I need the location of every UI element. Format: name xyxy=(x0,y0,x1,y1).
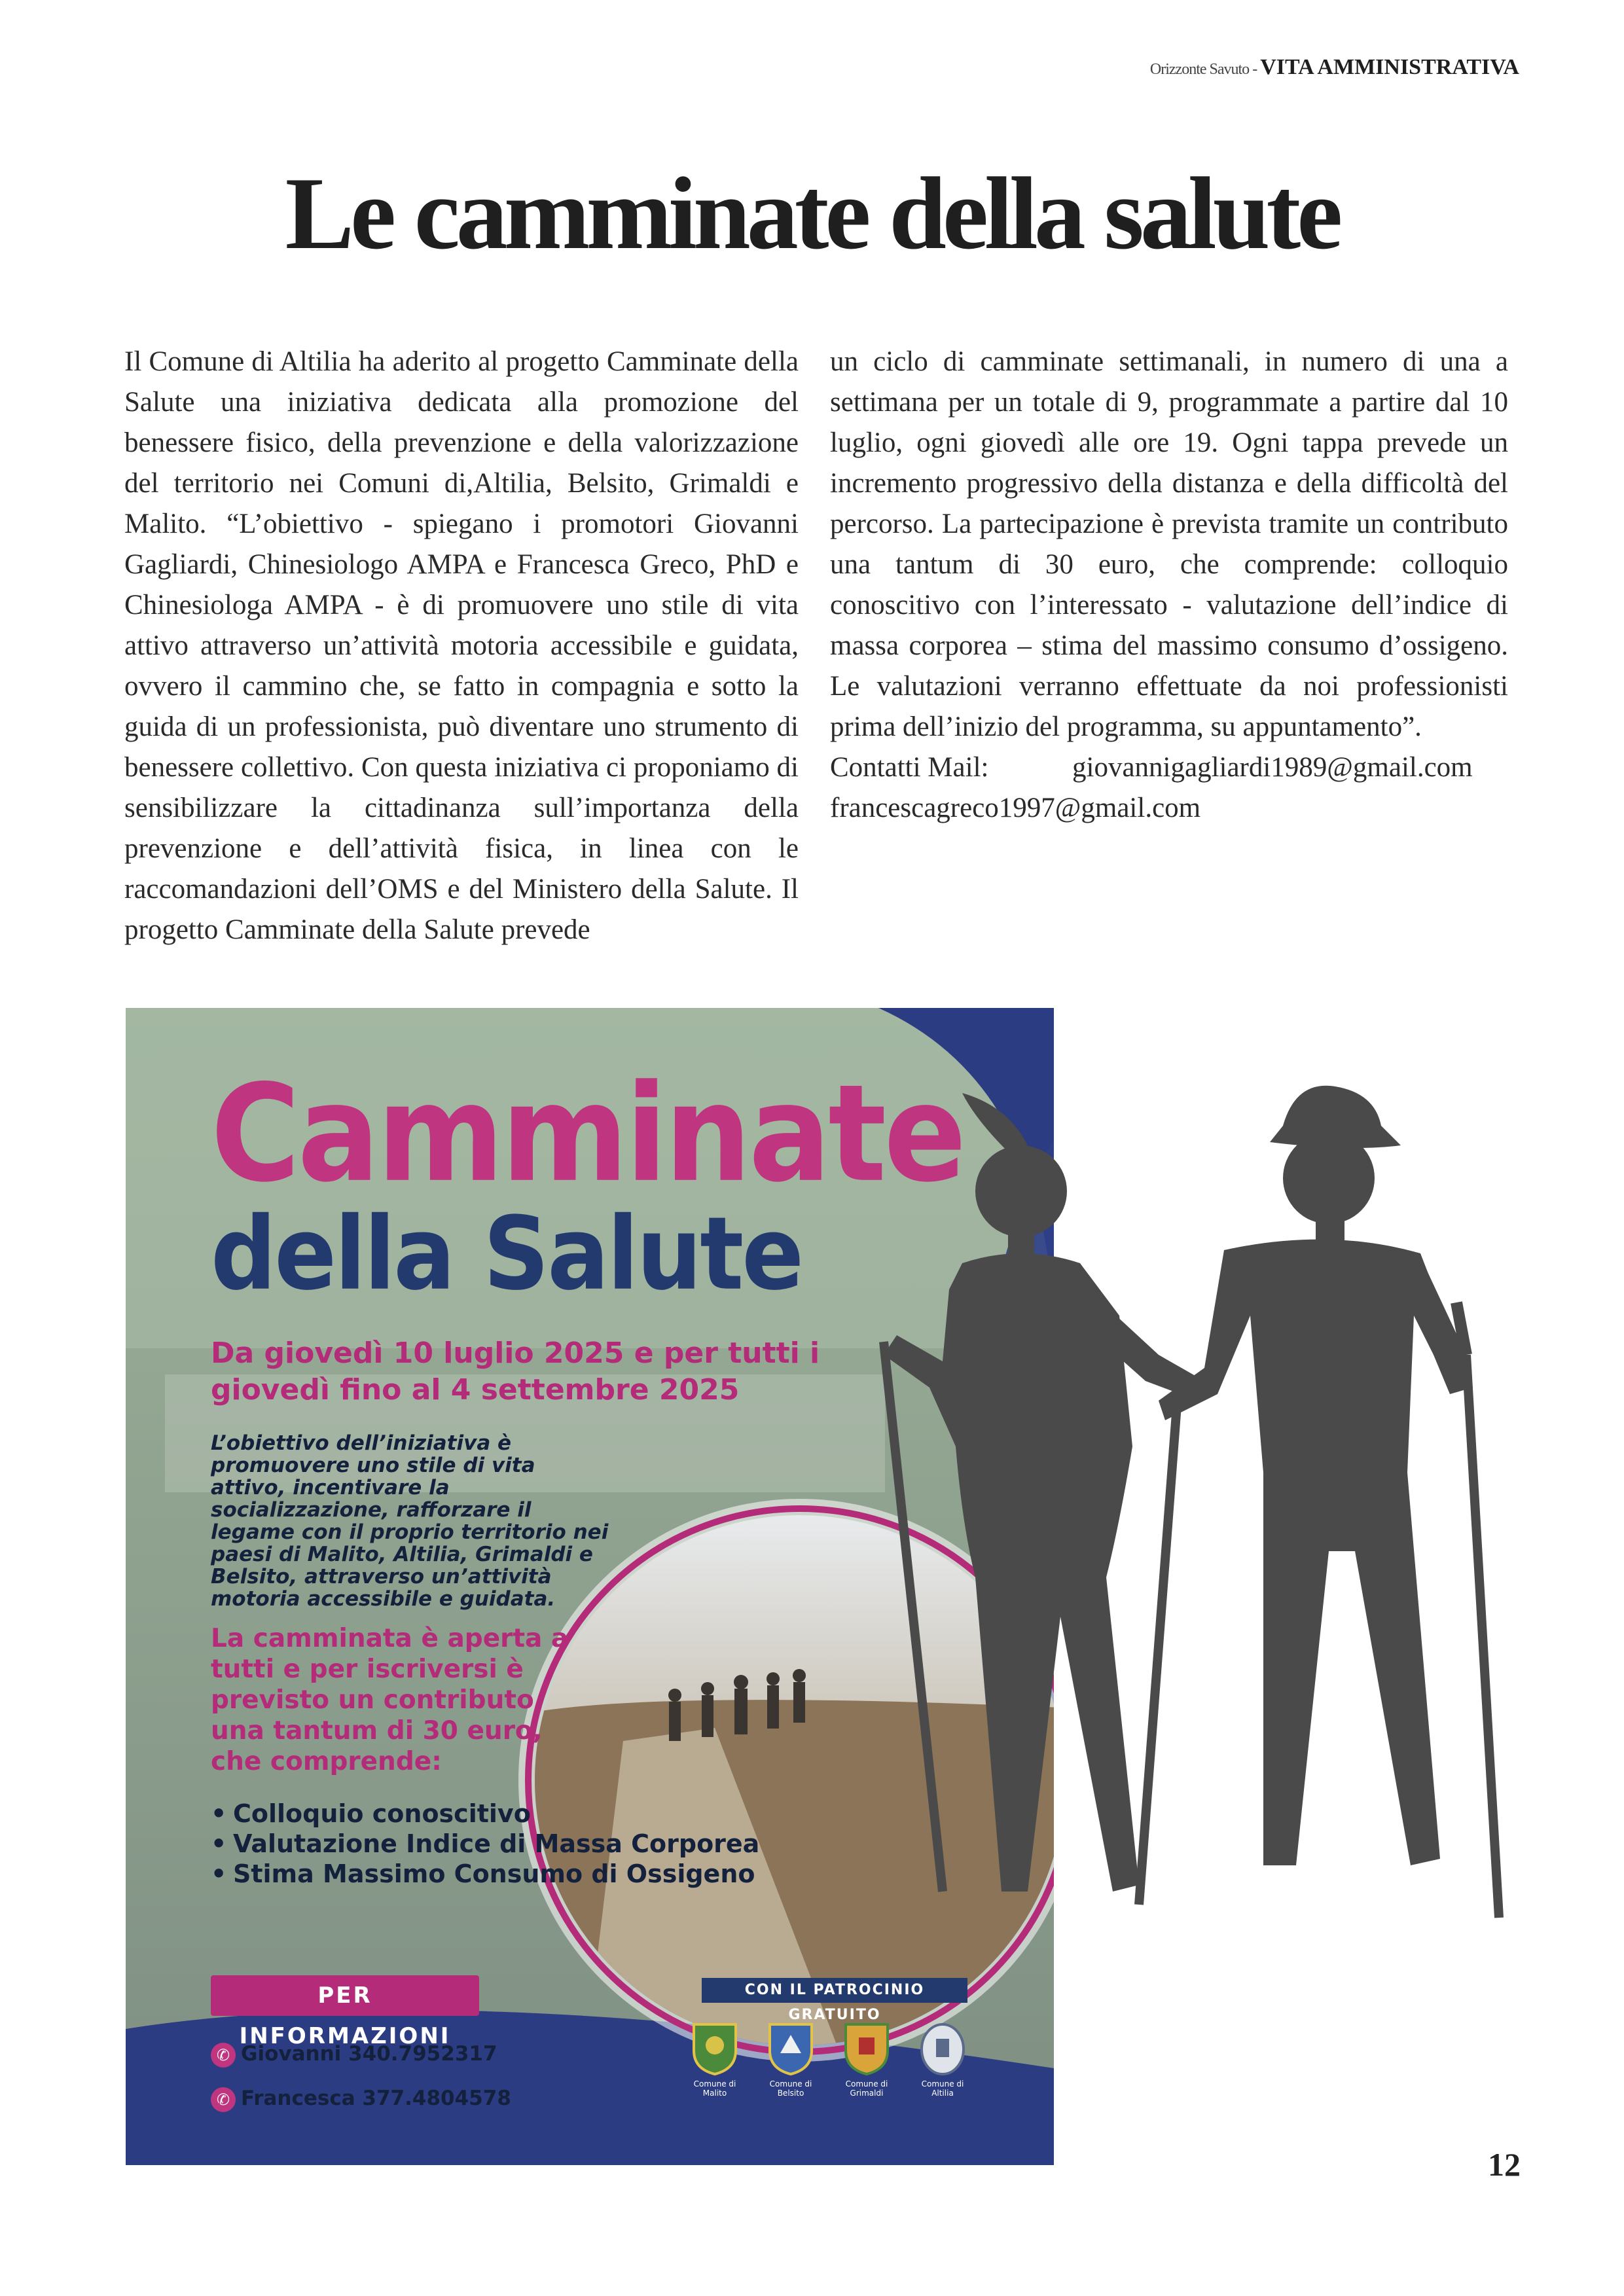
article-column-2 xyxy=(830,342,1508,829)
article-column-1 xyxy=(124,342,799,950)
article-title: Le camminate della salute xyxy=(285,156,1339,271)
poster-objective: L’obiettivo dell’iniziativa è promuovere uno stile di vita attivo, incentivare la socializzazione, rafforzare il legame con il proprio territorio nei paesi di Malito, Altilia, Grimaldi e Belsito, attraverso un’attività motoria accessibile e guidata. xyxy=(211,1431,609,1611)
list-item: • Valutazione Indice di Massa Corporea xyxy=(211,1829,759,1859)
crest-label: Comune di Grimaldi xyxy=(845,2079,888,2098)
contacts-line xyxy=(830,747,1508,788)
crest-belsito xyxy=(759,2019,822,2098)
poster-open-text: La camminata è aperta a tutti e per iscriversi è previsto un contributo una tantum di 30 euro, che comprende: xyxy=(211,1624,569,1776)
page-number: 12 xyxy=(1488,2146,1521,2183)
contacts-label: Contatti Mail: xyxy=(830,752,989,783)
crest-malito xyxy=(683,2019,746,2098)
phone-icon: ✆ xyxy=(211,2087,236,2112)
column-2-text: un ciclo di camminate settimanali, in numero di una a settimana per un totale di 9, programmate a partire dal 10 luglio, ogni giovedì alle ore 19. Ogni tappa prevede un incremento progressivo della distanza e della difficoltà del percorso. La partecipazione è prevista tramite un contributo una tantum di 30 euro, che comprende: colloquio conoscitivo con l’interessato - valutazione dell’indice di massa corporea – stima del massimo consumo d’ossigeno. Le valutazioni verranno effettuate da noi professionisti prima dell’inizio del programma, su appuntamento”. xyxy=(830,346,1508,742)
patronage-banner: CON IL PATROCINIO GRATUITO xyxy=(702,1978,967,2003)
crest-label: Comune di Altilia xyxy=(921,2079,964,2098)
info-banner: PER INFORMAZIONI xyxy=(211,1975,479,2016)
phone-francesca-text: Francesca 377.4804578 xyxy=(241,2087,511,2110)
crest-label: Comune di Belsito xyxy=(769,2079,812,2098)
publication-name: Orizzonte Savuto xyxy=(1149,61,1250,78)
hikers-silhouette-illustration xyxy=(812,1080,1519,1983)
contacts-line-2 xyxy=(830,788,1508,829)
section-name: VITA AMMINISTRATIVA xyxy=(1260,55,1519,79)
shield-icon xyxy=(918,2019,967,2075)
shield-icon xyxy=(766,2019,816,2075)
crest-label: Comune di Malito xyxy=(693,2079,736,2098)
list-item: • Stima Massimo Consumo di Ossigeno xyxy=(211,1859,759,1889)
column-1-text: Il Comune di Altilia ha aderito al progetto Camminate della Salute una iniziativa dedicata alla promozione del benessere fisico, della prevenzione e della valorizzazione del territorio nei Comuni di,Altilia, Belsito, Grimaldi e Malito. “L’obiettivo - spiegano i promotori Giovanni Gagliardi, Chinesiologo AMPA e Francesca Greco, PhD e Chinesiologa AMPA - è di promuovere uno stile di vita attivo attraverso un’attività motoria accessibile e guidata, ovvero il cammino che, se fatto in compagnia e sotto la guida di un professionista, può diventare uno strumento di benessere collettivo. Con questa iniziativa ci proponiamo di sensibilizzare la cittadinanza sull’importanza della prevenzione e dell’attività fisica, in linea con le raccomandazioni dell’OMS e del Ministero della Salute. Il progetto Camminate della Salute prevede xyxy=(124,346,799,945)
shield-icon xyxy=(690,2019,740,2075)
email-giovanni[interactable]: giovannigagliardi1989@gmail.com xyxy=(1072,752,1473,783)
crest-altilia xyxy=(911,2019,974,2098)
crest-grimaldi xyxy=(835,2019,898,2098)
poster-dates: Da giovedì 10 luglio 2025 e per tutti i giovedì fino al 4 settembre 2025 xyxy=(211,1336,820,1407)
header-separator: - xyxy=(1249,61,1261,78)
poster-title-line-1: Camminate xyxy=(211,1055,964,1212)
list-item: • Colloquio conoscitivo xyxy=(211,1799,759,1829)
email-francesca[interactable]: francescagreco1997@gmail.com xyxy=(830,793,1201,823)
phone-francesca[interactable] xyxy=(211,2087,511,2112)
shield-icon xyxy=(842,2019,892,2075)
poster-includes-list xyxy=(211,1799,759,1889)
phone-giovanni[interactable] xyxy=(211,2042,497,2068)
phone-giovanni-text: Giovanni 340.7952317 xyxy=(241,2042,497,2066)
running-header xyxy=(1150,55,1519,80)
phone-icon: ✆ xyxy=(211,2043,236,2068)
poster-title-line-2: della Salute xyxy=(211,1195,803,1314)
